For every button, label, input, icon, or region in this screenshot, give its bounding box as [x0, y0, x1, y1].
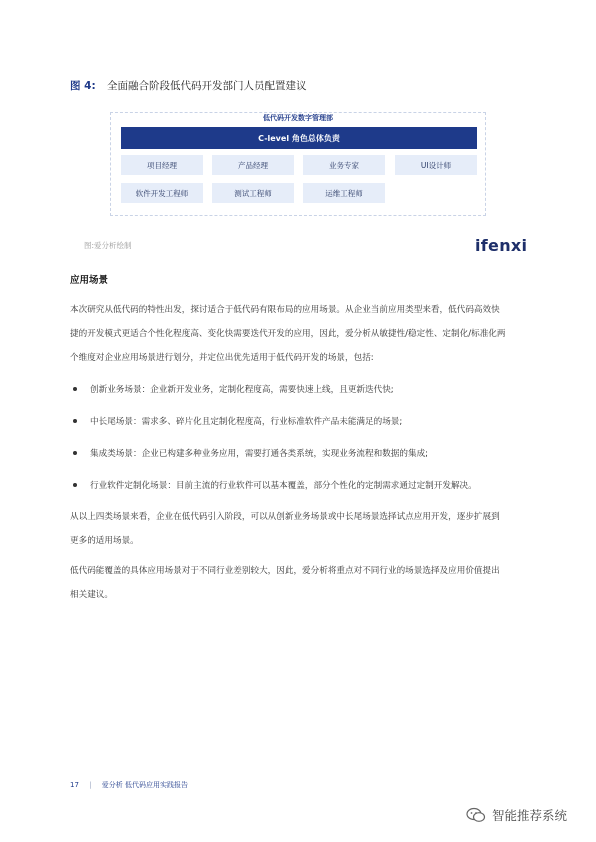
paragraph-line: 从以上四类场景来看，企业在低代码引入阶段，可以从创新业务场景或中长尾场景选择试点应用开发，逐步扩展到 — [70, 512, 500, 522]
list-item-text: 创新业务场景：企业新开发业务，定制化程度高，需要快速上线，且更新迭代快; — [90, 385, 394, 395]
bullet-icon — [73, 451, 77, 455]
figure-title: 全面融合阶段低代码开发部门人员配置建议 — [107, 80, 307, 92]
wechat-icon — [466, 807, 486, 823]
figure-caption — [70, 78, 307, 93]
role-box: 测试工程师 — [212, 183, 294, 203]
footer-text: 爱分析 低代码应用实践报告 — [101, 781, 188, 789]
department-label: 低代码开发数字管理部 — [263, 114, 333, 122]
page-footer — [70, 780, 188, 790]
figure-number: 图 4: — [70, 80, 96, 92]
page-number: 17 — [70, 781, 79, 789]
bullet-icon — [73, 483, 77, 487]
role-box: 业务专家 — [303, 155, 385, 175]
watermark — [466, 806, 567, 824]
section-title: 应用场景 — [70, 275, 109, 286]
paragraph-line: 更多的适用场景。 — [70, 536, 139, 546]
closing-paragraph — [70, 559, 526, 607]
list-item-text: 行业软件定制化场景：目前主流的行业软件可以基本覆盖，部分个性化的定制需求通过定制开发解决。 — [90, 481, 477, 491]
role-box: 运维工程师 — [303, 183, 385, 203]
conclusion-paragraph — [70, 505, 526, 553]
paragraph-line: 本次研究从低代码的特性出发，探讨适合于低代码有限布局的应用场景。从企业当前应用类型来看，低代码高效快 — [70, 305, 500, 315]
paragraph-line: 个维度对企业应用场景进行划分，并定位出优先适用于低代码开发的场景，包括: — [70, 353, 374, 363]
clevel-box: C-level 角色总体负责 — [121, 127, 477, 149]
role-box: 产品经理 — [212, 155, 294, 175]
paragraph-line: 相关建议。 — [70, 590, 113, 600]
figure-source: 图:爱分析绘制 — [84, 241, 132, 250]
paragraph-line: 低代码能覆盖的具体应用场景对于不同行业差别较大，因此，爱分析将重点对不同行业的场景选择及应用价值提出 — [70, 566, 500, 576]
org-diagram — [110, 112, 486, 216]
role-box: 项目经理 — [121, 155, 203, 175]
ifenxi-logo: ifenxi — [475, 236, 528, 255]
watermark-text: 智能推荐系统 — [492, 808, 568, 823]
intro-paragraph — [70, 298, 526, 370]
list-item-text: 中长尾场景：需求多、碎片化且定制化程度高，行业标准软件产品未能满足的场景; — [90, 417, 403, 427]
bullet-icon — [73, 419, 77, 423]
footer-separator: | — [89, 781, 92, 789]
role-box: UI设计师 — [395, 155, 477, 175]
list-item-text: 集成类场景：企业已构建多种业务应用，需要打通各类系统，实现业务流程和数据的集成; — [90, 449, 429, 459]
paragraph-line: 捷的开发模式更适合个性化程度高、变化快需要迭代开发的应用，因此，爱分析从敏捷性/稳定性、定制化/标准化两 — [70, 329, 506, 339]
bullet-icon — [73, 387, 77, 391]
role-box: 软件开发工程师 — [121, 183, 203, 203]
